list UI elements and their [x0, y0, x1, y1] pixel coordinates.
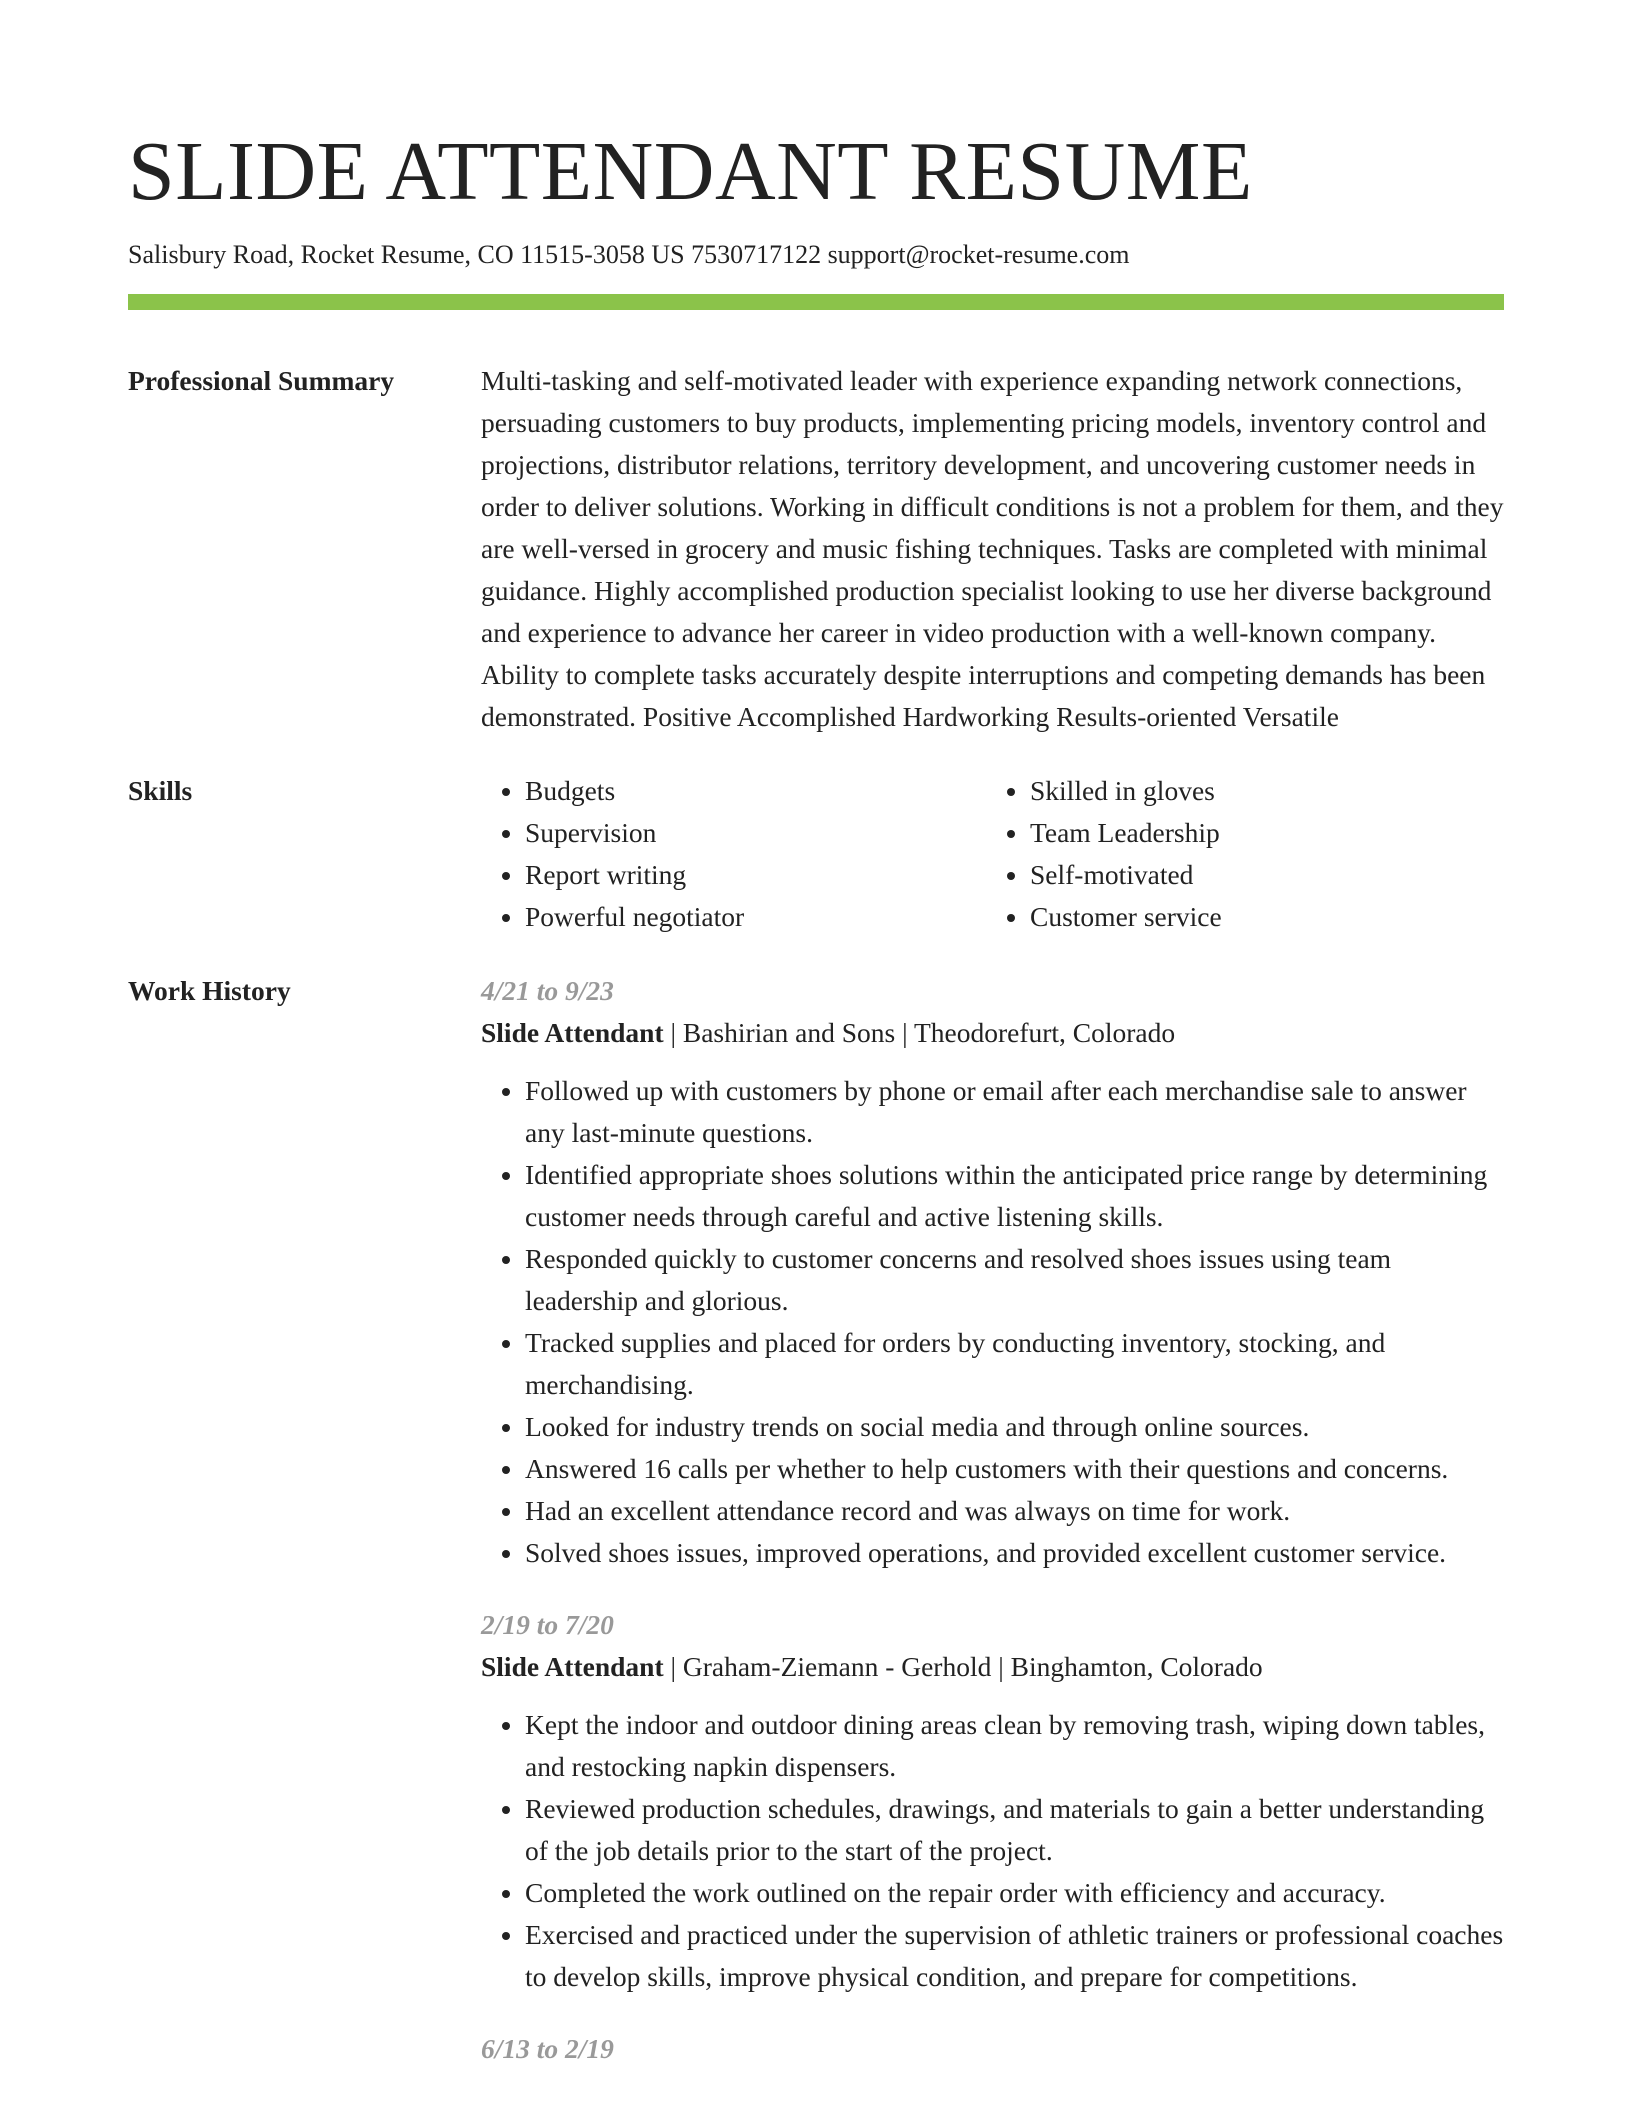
- resume-title: SLIDE ATTENDANT RESUME: [128, 125, 1253, 218]
- skills-section: [128, 770, 1504, 938]
- job-entry: [481, 1604, 1504, 1998]
- job-duty: • Looked for industry trends on social media and through online sources.: [525, 1406, 1504, 1448]
- job-duty: • Tracked supplies and placed for orders by conducting inventory, stocking, and merchandising.: [525, 1322, 1504, 1406]
- summary-section: [128, 360, 1504, 738]
- skills-heading: Skills: [128, 774, 193, 806]
- skill-item: • Skilled in gloves: [1030, 770, 1491, 812]
- job-duty: • Answered 16 calls per whether to help customers with their questions and concerns.: [525, 1448, 1504, 1490]
- job-dates: 6/13 to 2/19: [481, 2032, 614, 2064]
- job-duty: • Kept the indoor and outdoor dining areas clean by removing trash, wiping down tables, and restocking napkin dispensers.: [525, 1704, 1504, 1788]
- skills-grid: [481, 770, 1504, 938]
- job-duty: • Followed up with customers by phone or email after each merchandise sale to answer any last-minute questions.: [525, 1070, 1504, 1154]
- skill-item: • Supervision: [525, 812, 986, 854]
- header-divider: [128, 294, 1504, 310]
- skill-item: • Customer service: [1030, 896, 1491, 938]
- skills-list-right: [986, 770, 1491, 938]
- job-duty: • Responded quickly to customer concerns and resolved shoes issues using team leadership and glorious.: [525, 1238, 1504, 1322]
- skill-item: • Self-motivated: [1030, 854, 1491, 896]
- job-duty: • Completed the work outlined on the repair order with efficiency and accuracy.: [525, 1872, 1504, 1914]
- summary-text: Multi-tasking and self-motivated leader with experience expanding network connections, persuading customers to buy products, implementing pricing models, inventory control and projections, distributor relations, territory development, and uncovering customer needs in order to deliver solutions. Working in difficult conditions is not a problem for them, and they are well-versed in grocery and music fishing techniques. Tasks are completed with minimal guidance. Highly accomplished production specialist looking to use her diverse background and experience to advance her career in video production with a well-known company. Ability to complete tasks accurately despite interruptions and competing demands has been demonstrated. Positive Accomplished Hardworking Results-oriented Versatile: [481, 364, 1504, 732]
- job-dates: 2/19 to 7/20: [481, 1608, 614, 1640]
- job-employer-location: | Graham-Ziemann - Gerhold | Binghamton, Colorado: [663, 1650, 1263, 1682]
- job-duty: • Exercised and practiced under the supervision of athletic trainers or professional coaches to develop skills, improve physical condition, and prepare for competitions.: [525, 1914, 1504, 1998]
- job-heading: [481, 1012, 1504, 1054]
- skill-item: • Powerful negotiator: [525, 896, 986, 938]
- job-employer-location: | Bashirian and Sons | Theodorefurt, Colorado: [663, 1016, 1176, 1048]
- job-dates: 4/21 to 9/23: [481, 974, 614, 1006]
- work-history-section: [128, 970, 1504, 2070]
- skill-item: • Team Leadership: [1030, 812, 1491, 854]
- skills-list-left: [481, 770, 986, 938]
- job-duties: [481, 1070, 1504, 1574]
- job-duty: • Identified appropriate shoes solutions within the anticipated price range by determining customer needs through careful and active listening skills.: [525, 1154, 1504, 1238]
- contact-info: Salisbury Road, Rocket Resume, CO 11515-3058 US 7530717122 support@rocket-resume.com: [128, 240, 1130, 269]
- job-heading: [481, 1646, 1504, 1688]
- skill-item: • Report writing: [525, 854, 986, 896]
- summary-heading: Professional Summary: [128, 364, 395, 396]
- work-history-heading: Work History: [128, 974, 291, 1006]
- job-title: Slide Attendant: [481, 1016, 664, 1048]
- skill-item: • Budgets: [525, 770, 986, 812]
- job-duty: • Solved shoes issues, improved operations, and provided excellent customer service.: [525, 1532, 1504, 1574]
- job-duty: • Had an excellent attendance record and was always on time for work.: [525, 1490, 1504, 1532]
- job-entry: [481, 2028, 1504, 2070]
- job-duties: [481, 1704, 1504, 1998]
- job-entry: [481, 970, 1504, 1574]
- job-duty: • Reviewed production schedules, drawings, and materials to gain a better understanding of the job details prior to the start of the project.: [525, 1788, 1504, 1872]
- work-history-list: [481, 970, 1504, 2070]
- job-title: Slide Attendant: [481, 1650, 664, 1682]
